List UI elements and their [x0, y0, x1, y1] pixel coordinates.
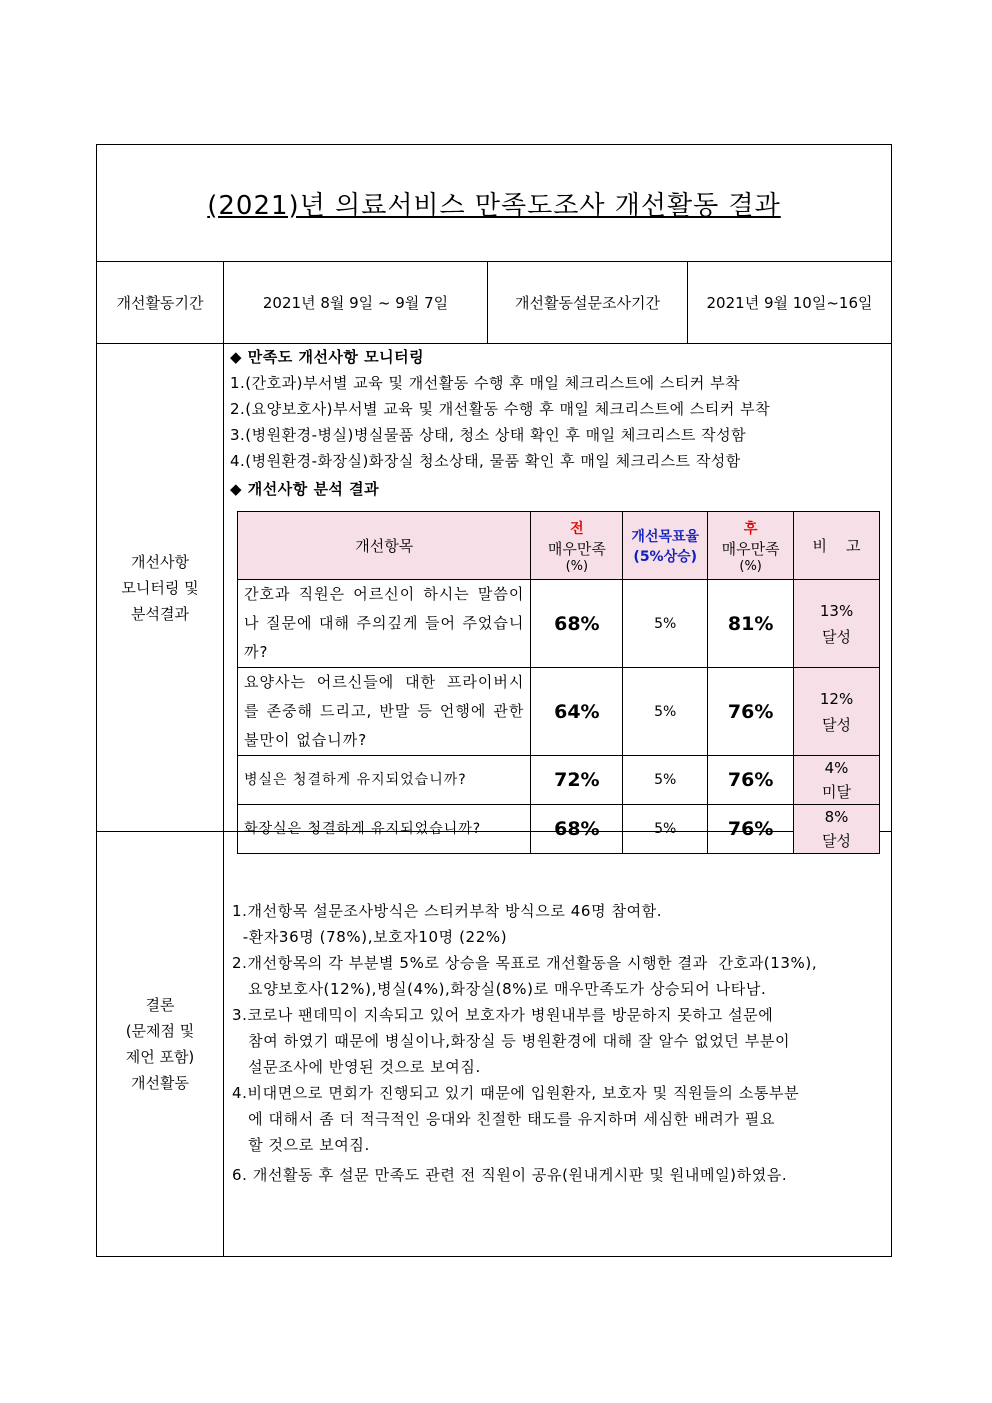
header-note: 비 고: [794, 512, 880, 580]
period-row: [97, 262, 891, 344]
conclusion-line: 에 대해서 좀 더 적극적인 응대와 친절한 태도를 유지하며 세심한 배려가 필요: [232, 1110, 775, 1128]
monitoring-item: 4.(병원환경-화장실)화장실 청소상태, 물품 확인 후 매일 체크리스트 작성함: [230, 452, 741, 470]
monitoring-item: 3.(병원환경-병실)병실물품 상태, 청소 상태 확인 후 매일 체크리스트 작성함: [230, 426, 747, 444]
report-frame: [96, 144, 892, 1257]
note-status: 달성: [822, 832, 852, 850]
row-note: [794, 668, 880, 756]
header-target: [623, 512, 708, 580]
note-status: 달성: [822, 627, 852, 646]
conclusion-label-line: 개선활동: [131, 1074, 189, 1092]
row-item: 화장실은 청결하게 유지되었습니까?: [238, 805, 531, 854]
monitoring-section: [97, 344, 891, 850]
target-label: 개선목표율: [631, 528, 700, 545]
table-row: [238, 580, 880, 668]
row-target: 5%: [623, 805, 708, 854]
after-label: 매우만족: [721, 539, 780, 558]
row-after: 76%: [708, 668, 794, 756]
conclusion-line: 3.코로나 팬데믹이 지속되고 있어 보호자가 병원내부를 방문하지 못하고 설문에: [232, 1006, 774, 1024]
note-value: 4%: [824, 759, 849, 777]
note-status: 미달: [822, 783, 852, 801]
monitoring-label: [97, 344, 224, 831]
table-row: [238, 756, 880, 805]
page-title: (2021)년 의료서비스 만족도조사 개선활동 결과: [207, 190, 781, 221]
note-value: 13%: [819, 601, 854, 620]
header-item: 개선항목: [238, 512, 531, 580]
survey-period-label: 개선활동설문조사기간: [488, 262, 688, 343]
monitoring-heading: ◆ 만족도 개선사항 모니터링: [230, 348, 425, 366]
conclusion-line: 요양보호사(12%),병실(4%),화장실(8%)로 매우만족도가 상승되어 나타남.: [232, 980, 767, 998]
analysis-heading: ◆ 개선사항 분석 결과: [230, 480, 380, 498]
row-item: 요양사는 어르신들에 대한 프라이버시를 존중해 드리고, 반말 등 언행에 관한 불만이 없습니까?: [238, 668, 531, 756]
period-value: 2021년 8월 9일 ~ 9월 7일: [224, 262, 488, 343]
before-unit: (%): [565, 558, 589, 574]
before-label: 매우만족: [547, 539, 606, 558]
conclusion-line: 설문조사에 반영된 것으로 보여짐.: [232, 1058, 481, 1076]
survey-period-value: 2021년 9월 10일~16일: [706, 294, 873, 312]
target-sub: (5%상승): [633, 548, 698, 565]
title-row: [97, 145, 891, 262]
conclusion-line: 할 것으로 보여짐.: [232, 1136, 370, 1154]
monitoring-item: 1.(간호과)부서별 교육 및 개선활동 수행 후 매일 체크리스트에 스티커 부착: [230, 374, 741, 392]
results-table: [237, 511, 880, 854]
conclusion-line: 참여 하였기 때문에 병실이나,화장실 등 병원환경에 대해 잘 알수 없었던 부분이: [232, 1032, 791, 1050]
row-note: [794, 580, 880, 668]
conclusion-label-line: 결론: [145, 996, 175, 1014]
monitoring-item: 2.(요양보호사)부서별 교육 및 개선활동 수행 후 매일 체크리스트에 스티커 부착: [230, 400, 771, 418]
note-value: 12%: [819, 689, 854, 708]
conclusion-label-line: 제언 포함): [125, 1048, 195, 1066]
conclusion-body: [224, 832, 891, 1256]
row-before: 72%: [531, 756, 623, 805]
period-label: 개선활동기간: [97, 262, 224, 343]
row-target: 5%: [623, 668, 708, 756]
conclusion-label-line: (문제점 및: [125, 1022, 195, 1040]
row-target: 5%: [623, 756, 708, 805]
conclusion-line: -환자36명 (78%),보호자10명 (22%): [232, 928, 508, 946]
monitoring-label-line: 모니터링 및: [121, 578, 199, 597]
row-after: 76%: [708, 805, 794, 854]
row-item: 병실은 청결하게 유지되었습니까?: [238, 756, 531, 805]
row-item: 간호과 직원은 어르신이 하시는 말씀이나 질문에 대해 주의깊게 들어 주었습니까?: [238, 580, 531, 668]
row-before: 64%: [531, 668, 623, 756]
before-mark: 전: [570, 520, 584, 537]
monitoring-body: [224, 344, 891, 850]
row-target: 5%: [623, 580, 708, 668]
table-row: [238, 668, 880, 756]
conclusion-label: [97, 832, 224, 1256]
note-value: 8%: [824, 808, 849, 826]
after-unit: (%): [739, 558, 762, 574]
monitoring-label-line: 분석결과: [131, 604, 189, 623]
row-before: 68%: [531, 580, 623, 668]
conclusion-line: 1.개선항목 설문조사방식은 스티커부착 방식으로 46명 참여함.: [232, 902, 663, 920]
header-after: [708, 512, 794, 580]
conclusion-line: 6. 개선활동 후 설문 만족도 관련 전 직원이 공유(원내게시판 및 원내메일)하였음.: [232, 1166, 788, 1184]
row-before: 68%: [531, 805, 623, 854]
conclusion-line: 4.비대면으로 면회가 진행되고 있기 때문에 입원환자, 보호자 및 직원들의 소통부분: [232, 1084, 800, 1102]
monitoring-label-line: 개선사항: [131, 552, 189, 571]
after-mark: 후: [743, 520, 758, 537]
row-after: 76%: [708, 756, 794, 805]
row-after: 81%: [708, 580, 794, 668]
conclusion-line: 2.개선항목의 각 부분별 5%로 상승을 목표로 개선활동을 시행한 결과 간호과(13%),: [232, 954, 818, 972]
row-note: [794, 756, 880, 805]
note-status: 달성: [822, 715, 852, 734]
conclusion-section: [97, 832, 891, 1256]
results-header-row: [238, 512, 880, 580]
header-before: [531, 512, 623, 580]
